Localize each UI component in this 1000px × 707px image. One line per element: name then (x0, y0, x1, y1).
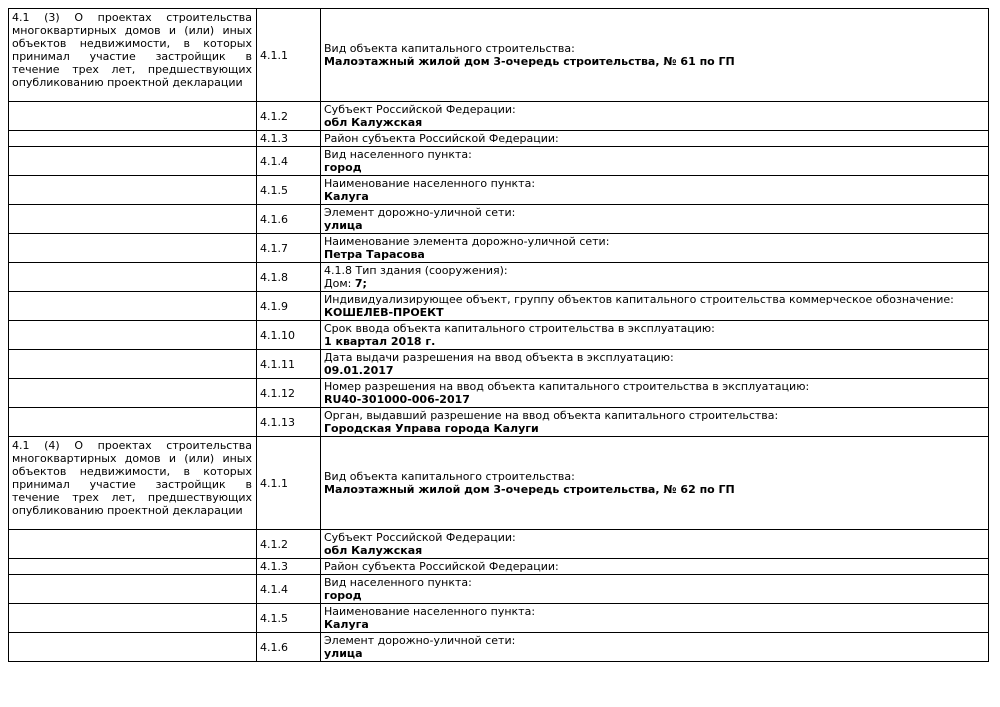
field-label: Вид объекта капитального строительства: (324, 42, 575, 55)
empty-cell (9, 176, 257, 205)
table-row (9, 575, 989, 604)
field-label: Вид населенного пункта: (324, 148, 472, 161)
row-content (321, 437, 989, 530)
field-value: 09.01.2017 (324, 364, 394, 377)
field-label: Вид объекта капитального строительства: (324, 470, 575, 483)
row-code: 4.1.12 (257, 379, 321, 408)
row-code: 4.1.1 (257, 9, 321, 102)
project-declaration-table (8, 8, 989, 662)
row-content (321, 176, 989, 205)
row-code: 4.1.7 (257, 234, 321, 263)
empty-cell (9, 350, 257, 379)
row-content (321, 102, 989, 131)
table-row (9, 131, 989, 147)
field-value: КОШЕЛЕВ-ПРОЕКТ (324, 306, 444, 319)
row-code: 4.1.6 (257, 633, 321, 662)
table-row (9, 176, 989, 205)
row-code: 4.1.4 (257, 147, 321, 176)
row-content (321, 604, 989, 633)
field-value: Малоэтажный жилой дом 3-очередь строительства, № 62 по ГП (324, 483, 735, 496)
row-content (321, 530, 989, 559)
table-row (9, 604, 989, 633)
empty-cell (9, 263, 257, 292)
row-code: 4.1.4 (257, 575, 321, 604)
table-row (9, 263, 989, 292)
row-content (321, 321, 989, 350)
field-label: Элемент дорожно-уличной сети: (324, 634, 516, 647)
row-content (321, 575, 989, 604)
row-content (321, 408, 989, 437)
empty-cell (9, 379, 257, 408)
empty-cell (9, 408, 257, 437)
row-content (321, 147, 989, 176)
row-content (321, 131, 989, 147)
row-code: 4.1.1 (257, 437, 321, 530)
row-code: 4.1.3 (257, 559, 321, 575)
table-row (9, 102, 989, 131)
field-label: Наименование населенного пункта: (324, 177, 536, 190)
empty-cell (9, 102, 257, 131)
empty-cell (9, 147, 257, 176)
table-row (9, 9, 989, 102)
row-code: 4.1.5 (257, 604, 321, 633)
field-value: обл Калужская (324, 544, 423, 557)
field-value: 7; (354, 277, 367, 290)
field-value: RU40-301000-006-2017 (324, 393, 470, 406)
field-value: город (324, 161, 362, 174)
table-row (9, 530, 989, 559)
field-value: Городская Управа города Калуги (324, 422, 539, 435)
row-code: 4.1.2 (257, 530, 321, 559)
row-content (321, 9, 989, 102)
table-row (9, 292, 989, 321)
field-label: Район субъекта Российской Федерации: (324, 132, 559, 145)
row-content (321, 559, 989, 575)
field-value-prefix: Дом: (324, 277, 355, 290)
empty-cell (9, 292, 257, 321)
section-description: 4.1 (4) О проектах строительства многоквартирных домов и (или) иных объектов недвижимости, в которых принимал участие застройщик в течение трех лет, предшествующих опубликованию проектной декларации (9, 437, 257, 530)
row-content (321, 205, 989, 234)
table-row (9, 321, 989, 350)
field-value: обл Калужская (324, 116, 423, 129)
field-label: Срок ввода объекта капитального строительства в эксплуатацию: (324, 322, 715, 335)
table-row (9, 408, 989, 437)
row-code: 4.1.11 (257, 350, 321, 379)
row-content (321, 633, 989, 662)
table-row (9, 559, 989, 575)
row-content (321, 350, 989, 379)
table-row (9, 437, 989, 530)
field-label: Дата выдачи разрешения на ввод объекта в эксплуатацию: (324, 351, 674, 364)
empty-cell (9, 131, 257, 147)
field-label: Индивидуализирующее объект, группу объектов капитального строительства коммерческое обозначение: (324, 293, 954, 306)
empty-cell (9, 321, 257, 350)
table-row (9, 350, 989, 379)
row-code: 4.1.2 (257, 102, 321, 131)
field-label: Орган, выдавший разрешение на ввод объекта капитального строительства: (324, 409, 779, 422)
field-label: Субъект Российской Федерации: (324, 103, 516, 116)
field-label: Наименование элемента дорожно-уличной сети: (324, 235, 610, 248)
table-row (9, 633, 989, 662)
row-content (321, 292, 989, 321)
field-label: Район субъекта Российской Федерации: (324, 560, 559, 573)
field-value: Калуга (324, 190, 369, 203)
row-code: 4.1.6 (257, 205, 321, 234)
field-value: город (324, 589, 362, 602)
field-value: улица (324, 647, 363, 660)
table-row (9, 147, 989, 176)
row-code: 4.1.13 (257, 408, 321, 437)
field-value: Малоэтажный жилой дом 3-очередь строительства, № 61 по ГП (324, 55, 735, 68)
empty-cell (9, 633, 257, 662)
field-value: 1 квартал 2018 г. (324, 335, 436, 348)
field-value: Петра Тарасова (324, 248, 425, 261)
section-description: 4.1 (3) О проектах строительства многоквартирных домов и (или) иных объектов недвижимости, в которых принимал участие застройщик в течение трех лет, предшествующих опубликованию проектной декларации (9, 9, 257, 102)
row-content (321, 379, 989, 408)
empty-cell (9, 205, 257, 234)
row-code: 4.1.10 (257, 321, 321, 350)
row-content (321, 234, 989, 263)
row-code: 4.1.5 (257, 176, 321, 205)
empty-cell (9, 575, 257, 604)
field-label: 4.1.8 Тип здания (сооружения): (324, 264, 508, 277)
field-label: Наименование населенного пункта: (324, 605, 536, 618)
field-label: Номер разрешения на ввод объекта капитального строительства в эксплуатацию: (324, 380, 810, 393)
row-code: 4.1.8 (257, 263, 321, 292)
field-value-line (324, 277, 985, 290)
row-content (321, 263, 989, 292)
empty-cell (9, 604, 257, 633)
empty-cell (9, 530, 257, 559)
field-label: Субъект Российской Федерации: (324, 531, 516, 544)
field-label: Вид населенного пункта: (324, 576, 472, 589)
table-row (9, 234, 989, 263)
empty-cell (9, 234, 257, 263)
field-value: улица (324, 219, 363, 232)
empty-cell (9, 559, 257, 575)
row-code: 4.1.3 (257, 131, 321, 147)
field-label: Элемент дорожно-уличной сети: (324, 206, 516, 219)
table-row (9, 379, 989, 408)
field-value: Калуга (324, 618, 369, 631)
row-code: 4.1.9 (257, 292, 321, 321)
table-row (9, 205, 989, 234)
